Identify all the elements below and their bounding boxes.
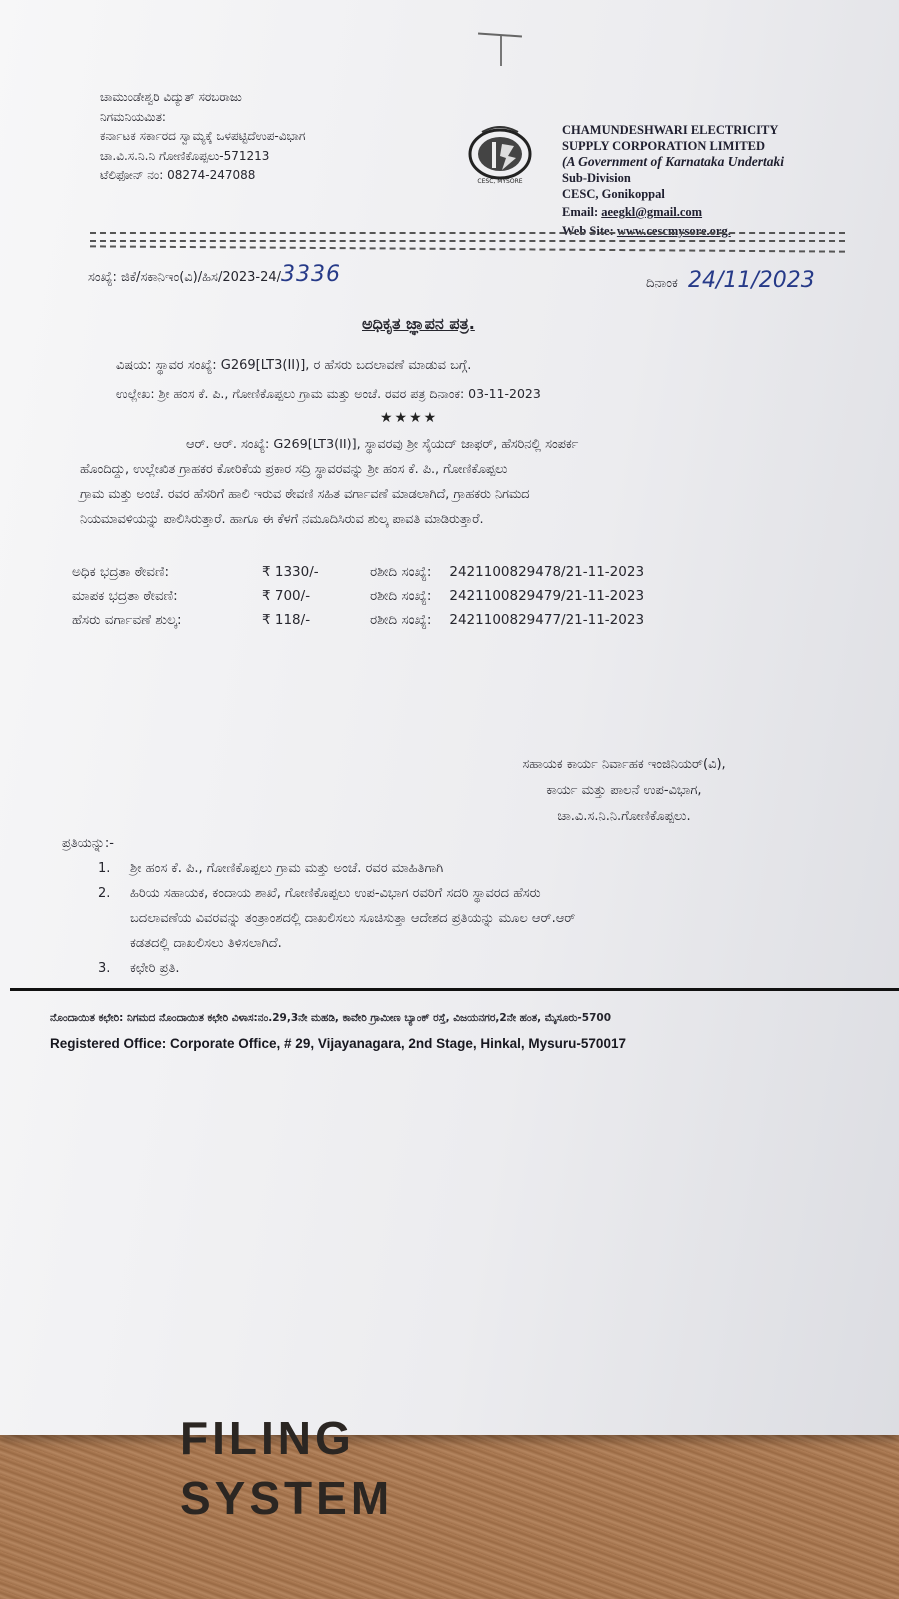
filing-system-box-text: FILING SYSTEM bbox=[180, 1412, 394, 1524]
copy-line: ಬದಲಾವಣೆಯ ವಿವರವನ್ನು ತಂತ್ರಾಂಶದಲ್ಲಿ ದಾಖಲಿಸಲು ಸೂಚಿಸುತ್ತಾ ಆದೇಶದ ಪ್ರತಿಯನ್ನು ಮೂಲ ಆರ್.ಆರ್ bbox=[130, 911, 576, 926]
header-separator bbox=[90, 240, 845, 242]
copy-item bbox=[98, 881, 898, 956]
signatory-office: ಕಾರ್ಯ ಮತ್ತು ಪಾಲನೆ ಉಪ-ವಿಭಾಗ, bbox=[546, 783, 702, 798]
header-kannada-line: ಚಾಮುಂಡೇಶ್ವರಿ ವಿದ್ಯುತ್ ಸರಬರಾಜು bbox=[100, 90, 242, 104]
copy-number: 1. bbox=[98, 861, 111, 876]
signatory-designation: ಸಹಾಯಕ ಕಾರ್ಯ ನಿರ್ವಾಹಕ ಇಂಜಿನಿಯರ್(ವಿ), bbox=[522, 757, 726, 772]
website-label: Web Site: bbox=[562, 224, 614, 238]
reference-number-line bbox=[88, 262, 608, 291]
office-location: CESC, Gonikoppal bbox=[562, 187, 665, 201]
footer-rule bbox=[10, 988, 899, 991]
payment-details bbox=[72, 560, 712, 632]
receipt-number: 2421100829478/21-11-2023 bbox=[449, 564, 645, 580]
email-line bbox=[562, 204, 899, 220]
copy-item bbox=[98, 856, 898, 881]
body-line: ಹೊಂದಿದ್ದು, ಉಲ್ಲೇಖಿತ ಗ್ರಾಹಕರ ಕೋರಿಕೆಯ ಪ್ರಕಾರ ಸದ್ರಿ ಸ್ಥಾವರವನ್ನು ಶ್ರೀ ಹಂಸ ಕೆ. ಪಿ., ಗೋಣಿಕೊಪ್ಪಲು bbox=[80, 462, 508, 477]
email-link[interactable]: aeegkl@gmail.com bbox=[601, 205, 703, 219]
date-label: ದಿನಾಂಕ bbox=[646, 276, 678, 291]
footer-english-address: Registered Office: Corporate Office, # 29, Vijayanagara, 2nd Stage, Hinkal, Mysuru-570017 bbox=[50, 1036, 626, 1051]
copy-line: ಶ್ರೀ ಹಂಸ ಕೆ. ಪಿ., ಗೋಣಿಕೊಪ್ಪಲು ಗ್ರಾಮ ಮತ್ತು ಅಂಚೆ. ರವರ ಮಾಹಿತಿಗಾಗಿ bbox=[130, 861, 444, 876]
date-handwritten: 24/11/2023 bbox=[687, 268, 815, 293]
receipt-number: 2421100829479/21-11-2023 bbox=[449, 588, 645, 604]
reference-line: ಉಲ್ಲೇಖ: ಶ್ರೀ ಹಂಸ ಕೆ. ಪಿ., ಗೋಣಿಕೊಪ್ಪಲು ಗ್ರಾಮ ಮತ್ತು ಅಂಚೆ. ರವರ ಪತ್ರ ದಿನಾಂಕ: 03-11-2023 bbox=[116, 386, 541, 401]
receipt-label: ರಶೀದಿ ಸಂಖ್ಯೆ: bbox=[370, 612, 432, 628]
header-english-block bbox=[562, 122, 899, 239]
company-undertaking: (A Government of Karnataka Undertaki bbox=[562, 154, 785, 169]
payment-row bbox=[72, 608, 712, 632]
body-line: ಗ್ರಾಮ ಮತ್ತು ಅಂಚೆ. ರವರ ಹೆಸರಿಗೆ ಹಾಲಿ ಇರುವ ಠೇವಣಿ ಸಹಿತ ವರ್ಗಾವಣೆ ಮಾಡಲಾಗಿದೆ, ಗ್ರಾಹಕರು ನಿಗಮದ bbox=[80, 487, 530, 502]
copy-number: 2. bbox=[98, 886, 111, 901]
header-kannada-line: ಕರ್ನಾಟಕ ಸರ್ಕಾರದ ಸ್ವಾಮ್ಯಕ್ಕೆ ಒಳಪಟ್ಟಿದೆಉಪ-ವಿಭಾಗ bbox=[100, 129, 306, 143]
payment-label: ಅಧಿಕ ಭದ್ರತಾ ಠೇವಣಿ: bbox=[72, 564, 170, 580]
receipt-number: 2421100829477/21-11-2023 bbox=[449, 612, 645, 628]
sub-division-label: Sub-Division bbox=[562, 171, 631, 185]
date-line bbox=[646, 268, 886, 297]
body-paragraph bbox=[80, 432, 880, 532]
separator-stars: ★★★★ bbox=[380, 410, 439, 426]
signatory-block bbox=[414, 752, 834, 830]
subject-line: ವಿಷಯ: ಸ್ಥಾವರ ಸಂಖ್ಯೆ: G269[LT3(II)], ರ ಹೆಸರು ಬದಲಾವಣೆ ಮಾಡುವ ಬಗ್ಗೆ. bbox=[116, 358, 472, 373]
memo-title: ಅಧಿಕೃತ ಜ್ಞಾಪನ ಪತ್ರ. bbox=[362, 314, 475, 333]
website-link[interactable]: www.cescmysore.org. bbox=[616, 224, 731, 238]
payment-amount: ₹ 1330/- bbox=[262, 564, 319, 580]
company-name-line-2: SUPPLY CORPORATION LIMITED bbox=[562, 139, 766, 153]
company-name-line-1: CHAMUNDESHWARI ELECTRICITY bbox=[562, 123, 779, 137]
payment-amount: ₹ 118/- bbox=[262, 612, 311, 628]
payment-row bbox=[72, 560, 712, 584]
footer-kannada-address: ನೊಂದಾಯಿತ ಕಛೇರಿ: ನಿಗಮದ ನೊಂದಾಯಿತ ಕಛೇರಿ ವಿಳಾಸ:ನಂ.29,3ನೇ ಮಹಡಿ, ಕಾವೇರಿ ಗ್ರಾಮೀಣ ಬ್ಯಾಂಕ್ ರಸ್ತೆ, ವಿಜಯನಗರ,2ನೇ ಹಂತ, ಮೈಸೂರು-5700 bbox=[50, 1012, 612, 1024]
pen-mark-stem bbox=[500, 36, 502, 66]
copy-line: ಕಡತದಲ್ಲಿ ದಾಖಲಿಸಲು ತಿಳಿಸಲಾಗಿದೆ. bbox=[130, 936, 282, 951]
receipt-label: ರಶೀದಿ ಸಂಖ್ಯೆ: bbox=[370, 588, 432, 604]
body-line: ನಿಯಮಾವಳಿಯನ್ನು ಪಾಲಿಸಿರುತ್ತಾರೆ. ಹಾಗೂ ಈ ಕೆಳಗೆ ನಮೂದಿಸಿರುವ ಶುಲ್ಕ ಪಾವತಿ ಮಾಡಿರುತ್ತಾರೆ. bbox=[80, 512, 484, 527]
copy-line: ಹಿರಿಯ ಸಹಾಯಕ, ಕಂದಾಯ ಶಾಖೆ, ಗೋಣಿಕೊಪ್ಪಲು ಉಪ-ವಿಭಾಗ ರವರಿಗೆ ಸದರಿ ಸ್ಥಾವರದ ಹೆಸರು bbox=[130, 886, 541, 901]
header-separator bbox=[90, 245, 845, 252]
reference-number-handwritten: 3336 bbox=[281, 262, 342, 287]
copies-list bbox=[98, 856, 898, 981]
email-label: Email: bbox=[562, 205, 599, 219]
payment-row bbox=[72, 584, 712, 608]
receipt-label: ರಶೀದಿ ಸಂಖ್ಯೆ: bbox=[370, 564, 432, 580]
copy-number: 3. bbox=[98, 961, 111, 976]
cesc-logo bbox=[462, 124, 538, 190]
header-separator bbox=[90, 232, 845, 234]
signatory-organisation: ಚಾ.ವಿ.ಸ.ನಿ.ನಿ.ಗೋಣಿಕೊಪ್ಪಲು. bbox=[557, 809, 691, 824]
payment-amount: ₹ 700/- bbox=[262, 588, 311, 604]
logo-text: CESC, MYSORE bbox=[477, 178, 523, 185]
copy-line: ಕಛೇರಿ ಪ್ರತಿ. bbox=[130, 961, 180, 976]
copies-title: ಪ್ರತಿಯನ್ನು:- bbox=[62, 836, 114, 851]
header-kannada-line: ನಿಗಮನಿಯಮಿತ: bbox=[100, 109, 166, 124]
reference-number-prefix: ಸಂಖ್ಯೆ: ಜಿಕೆ/ಸಕಾನಿಇಂ(ವಿ)/ಹಿಸ/2023-24/ bbox=[88, 270, 282, 285]
copy-item bbox=[98, 956, 898, 981]
header-kannada-block bbox=[100, 88, 460, 186]
payment-label: ಹೆಸರು ವರ್ಗಾವಣೆ ಶುಲ್ಕ: bbox=[72, 612, 182, 628]
website-line bbox=[562, 223, 899, 239]
payment-label: ಮಾಪಕ ಭದ್ರತಾ ಠೇವಣಿ: bbox=[72, 588, 178, 604]
header-kannada-line: ಟೆಲಿಫೋನ್ ನಂ: 08274-247088 bbox=[100, 168, 256, 182]
header-kannada-line: ಚಾ.ವಿ.ಸ.ನಿ.ನಿ ಗೋಣಿಕೊಪ್ಪಲು-571213 bbox=[100, 148, 270, 163]
body-line: ಆರ್. ಆರ್. ಸಂಖ್ಯೆ: G269[LT3(II)], ಸ್ಥಾವರವು ಶ್ರೀ ಸೈಯದ್ ಜಾಫರ್, ಹೆಸರಿನಲ್ಲಿ ಸಂಪರ್ಕ bbox=[186, 437, 579, 452]
